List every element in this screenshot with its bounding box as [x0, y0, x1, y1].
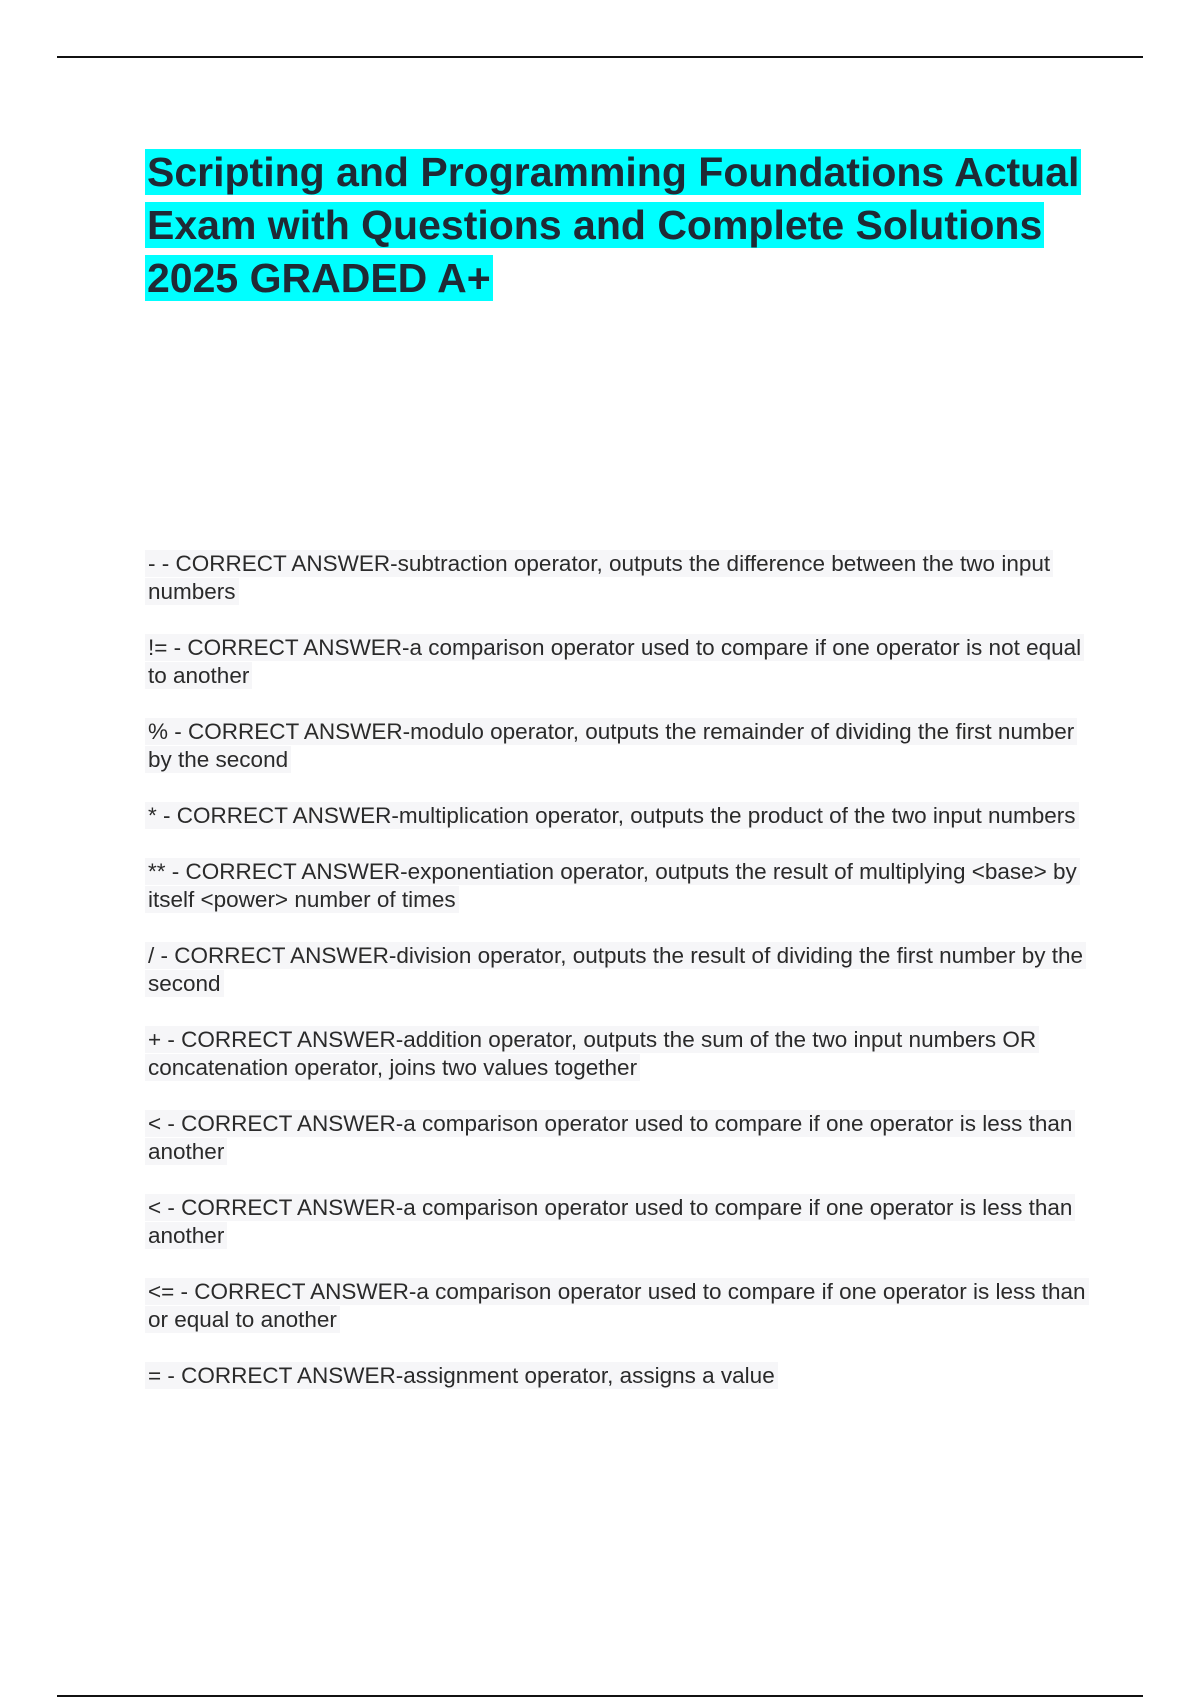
qa-text: / - CORRECT ANSWER-division operator, outputs the result of dividing the first number by the second: [145, 942, 1086, 997]
qa-text: < - CORRECT ANSWER-a comparison operator used to compare if one operator is less than another: [145, 1194, 1075, 1249]
qa-text: + - CORRECT ANSWER-addition operator, outputs the sum of the two input numbers OR concatenation operator, joins two values together: [145, 1026, 1039, 1081]
list-item: [145, 1362, 1090, 1390]
qa-text: ** - CORRECT ANSWER-exponentiation operator, outputs the result of multiplying <base> by itself <power> number of times: [145, 858, 1080, 913]
list-item: [145, 1026, 1090, 1082]
qa-text: % - CORRECT ANSWER-modulo operator, outputs the remainder of dividing the first number by the second: [145, 718, 1077, 773]
list-item: [145, 858, 1090, 914]
qa-text: - - CORRECT ANSWER-subtraction operator, outputs the difference between the two input numbers: [145, 550, 1053, 605]
qa-text: = - CORRECT ANSWER-assignment operator, assigns a value: [145, 1362, 778, 1389]
list-item: [145, 550, 1090, 606]
list-item: [145, 802, 1090, 830]
bottom-rule: [57, 1695, 1143, 1697]
list-item: [145, 718, 1090, 774]
list-item: [145, 1194, 1090, 1250]
list-item: [145, 1110, 1090, 1166]
qa-text: * - CORRECT ANSWER-multiplication operator, outputs the product of the two input numbers: [145, 802, 1079, 829]
qa-list: [145, 550, 1090, 1418]
list-item: [145, 942, 1090, 998]
title-block: [145, 146, 1095, 305]
document-title: [145, 146, 1095, 305]
list-item: [145, 634, 1090, 690]
top-rule: [57, 56, 1143, 58]
qa-text: != - CORRECT ANSWER-a comparison operator used to compare if one operator is not equal to another: [145, 634, 1084, 689]
list-item: [145, 1278, 1090, 1334]
qa-text: < - CORRECT ANSWER-a comparison operator used to compare if one operator is less than another: [145, 1110, 1075, 1165]
document-title-text: Scripting and Programming Foundations Actual Exam with Questions and Complete Solutions 2025 GRADED A+: [147, 149, 1080, 301]
qa-text: <= - CORRECT ANSWER-a comparison operator used to compare if one operator is less than or equal to another: [145, 1278, 1089, 1333]
